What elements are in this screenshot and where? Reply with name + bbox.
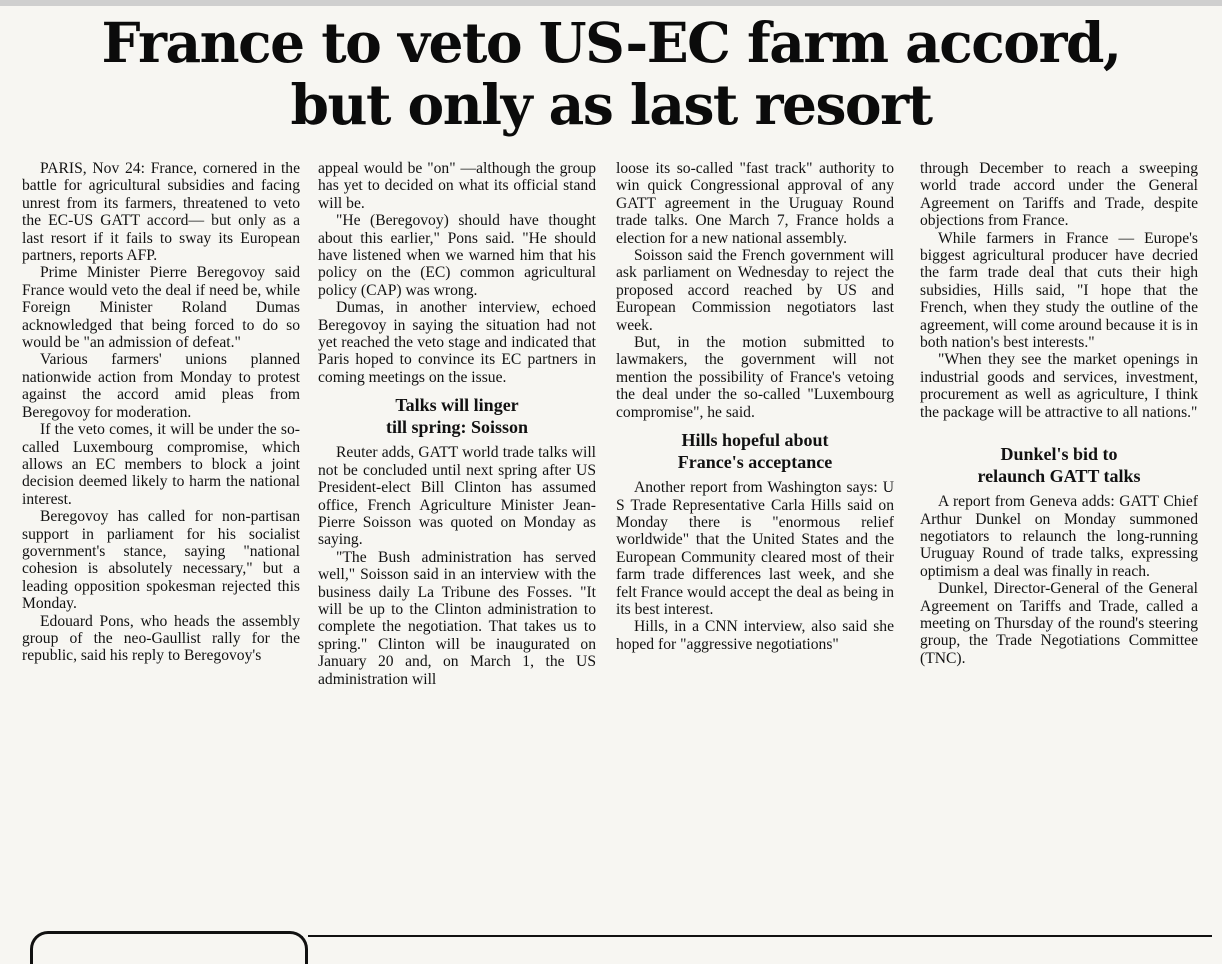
headline-line-1: France to veto US-EC farm accord, bbox=[101, 10, 1121, 75]
paragraph: Dumas, in another interview, echoed Beregovoy in saying the situation had not yet reached the veto stage and indicated that Paris hoped to convince its EC partners in coming meetings on the issue. bbox=[318, 299, 596, 386]
paragraph: "When they see the market openings in industrial goods and services, investment, procurement as well as agriculture, I think the package will be attractive to all nations." bbox=[920, 351, 1198, 421]
paragraph: Prime Minister Pierre Beregovoy said France would veto the deal if need be, while Foreign Minister Roland Dumas acknowledged that being forced to do so would be "an admission of defeat." bbox=[22, 264, 300, 352]
paragraph: Another report from Washington says: U S Trade Representative Carla Hills said on Monday there is "enormous relief worldwide" that the United States and the European Community cleared most of their farm trade differences last week, and she felt France would accept the deal as being in its best interest. bbox=[616, 479, 894, 618]
paragraph: Soisson said the French government will ask parliament on Wednesday to reject the proposed accord reached by US and European Commission negotiators last week. bbox=[616, 247, 894, 334]
column-2 bbox=[318, 160, 596, 688]
subheading-line: till spring: Soisson bbox=[385, 417, 529, 438]
paragraph: While farmers in France — Europe's biggest agricultural producer have decried the farm trade deal that cuts their high subsidies, Hills said, "I hope that the French, when they study the outline of the agreement, will come around because it is in both nation's best interests." bbox=[920, 229, 1198, 352]
column-3 bbox=[616, 160, 894, 653]
top-edge-rule bbox=[0, 0, 1222, 6]
next-article-box-edge bbox=[30, 931, 308, 964]
subheading-line: France's acceptance bbox=[677, 452, 833, 473]
paragraph: loose its so-called "fast track" authority to win quick Congressional approval of any GATT agreement in the Uruguay Round trade talks. One March 7, France holds a election for a new national assembly. bbox=[616, 160, 894, 247]
paragraph: PARIS, Nov 24: France, cornered in the battle for agricultural subsidies and facing unrest from its farmers, threatened to veto the EC-US GATT accord— but only as a last resort if it fails to sway its European partners, reports AFP. bbox=[22, 160, 300, 265]
paragraph: Hills, in a CNN interview, also said she hoped for "aggressive negotiations" bbox=[616, 618, 894, 653]
paragraph: Reuter adds, GATT world trade talks will not be concluded until next spring after US President-elect Bill Clinton has assumed office, French Agriculture Minister Jean-Pierre Soisson was quoted on Monday as saying. bbox=[318, 444, 596, 549]
paragraph: Various farmers' unions planned nationwide action from Monday to protest against the accord amid pleas from Beregovoy for moderation. bbox=[22, 351, 300, 421]
paragraph: appeal would be "on" —although the group has yet to decided on what its official stand will be. bbox=[318, 160, 596, 212]
subheading-talks-linger bbox=[318, 394, 596, 438]
paragraph: A report from Geneva adds: GATT Chief Arthur Dunkel on Monday summoned negotiators to relaunch the long-running Uruguay Round of trade talks, expressing optimism a deal was finally in reach. bbox=[920, 493, 1198, 580]
subheading-line: Talks will linger bbox=[395, 395, 519, 416]
column-4 bbox=[920, 160, 1198, 667]
headline bbox=[0, 12, 1222, 136]
bottom-rule bbox=[308, 935, 1212, 937]
subheading-dunkel-bid bbox=[920, 443, 1198, 487]
subheading-line: Dunkel's bid to bbox=[1000, 444, 1118, 465]
subheading-line: Hills hopeful about bbox=[681, 430, 829, 451]
paragraph: through December to reach a sweeping world trade accord under the General Agreement on Tariffs and Trade, despite objections from France. bbox=[920, 160, 1198, 230]
column-1 bbox=[22, 160, 300, 665]
subheading-line: relaunch GATT talks bbox=[977, 466, 1141, 487]
paragraph: Beregovoy has called for non-partisan support in parliament for his socialist government's stance, saying "national cohesion is absolutely necessary," but a leading opposition spokesman rejected this Monday. bbox=[22, 508, 300, 613]
paragraph: If the veto comes, it will be under the so-called Luxembourg compromise, which allows an EC members to block a joint decision deemed likely to harm the national interest. bbox=[22, 421, 300, 508]
paragraph: "He (Beregovoy) should have thought about this earlier," Pons said. "He should have listened when we warned him that his policy on the (EC) common agricultural policy (CAP) was wrong. bbox=[318, 212, 596, 299]
paragraph: Edouard Pons, who heads the assembly group of the neo-Gaullist rally for the republic, said his reply to Beregovoy's bbox=[22, 612, 300, 665]
headline-line-2: but only as last resort bbox=[290, 72, 932, 137]
paragraph: Dunkel, Director-General of the General Agreement on Tariffs and Trade, called a meeting on Thursday of the round's steering group, the Trade Negotiations Committee (TNC). bbox=[920, 580, 1198, 667]
paragraph: "The Bush administration has served well," Soisson said in an interview with the business daily La Tribune des Fosses. "It will be up to the Clinton administration to complete the negotiation. That takes us to spring." Clinton will be inaugurated on January 20 and, on March 1, the US administration will bbox=[318, 548, 596, 688]
subheading-hills-hopeful bbox=[616, 429, 894, 473]
paragraph: But, in the motion submitted to lawmakers, the government will not mention the possibility of France's vetoing the deal under the so-called "Luxembourg compromise", he said. bbox=[616, 334, 894, 421]
